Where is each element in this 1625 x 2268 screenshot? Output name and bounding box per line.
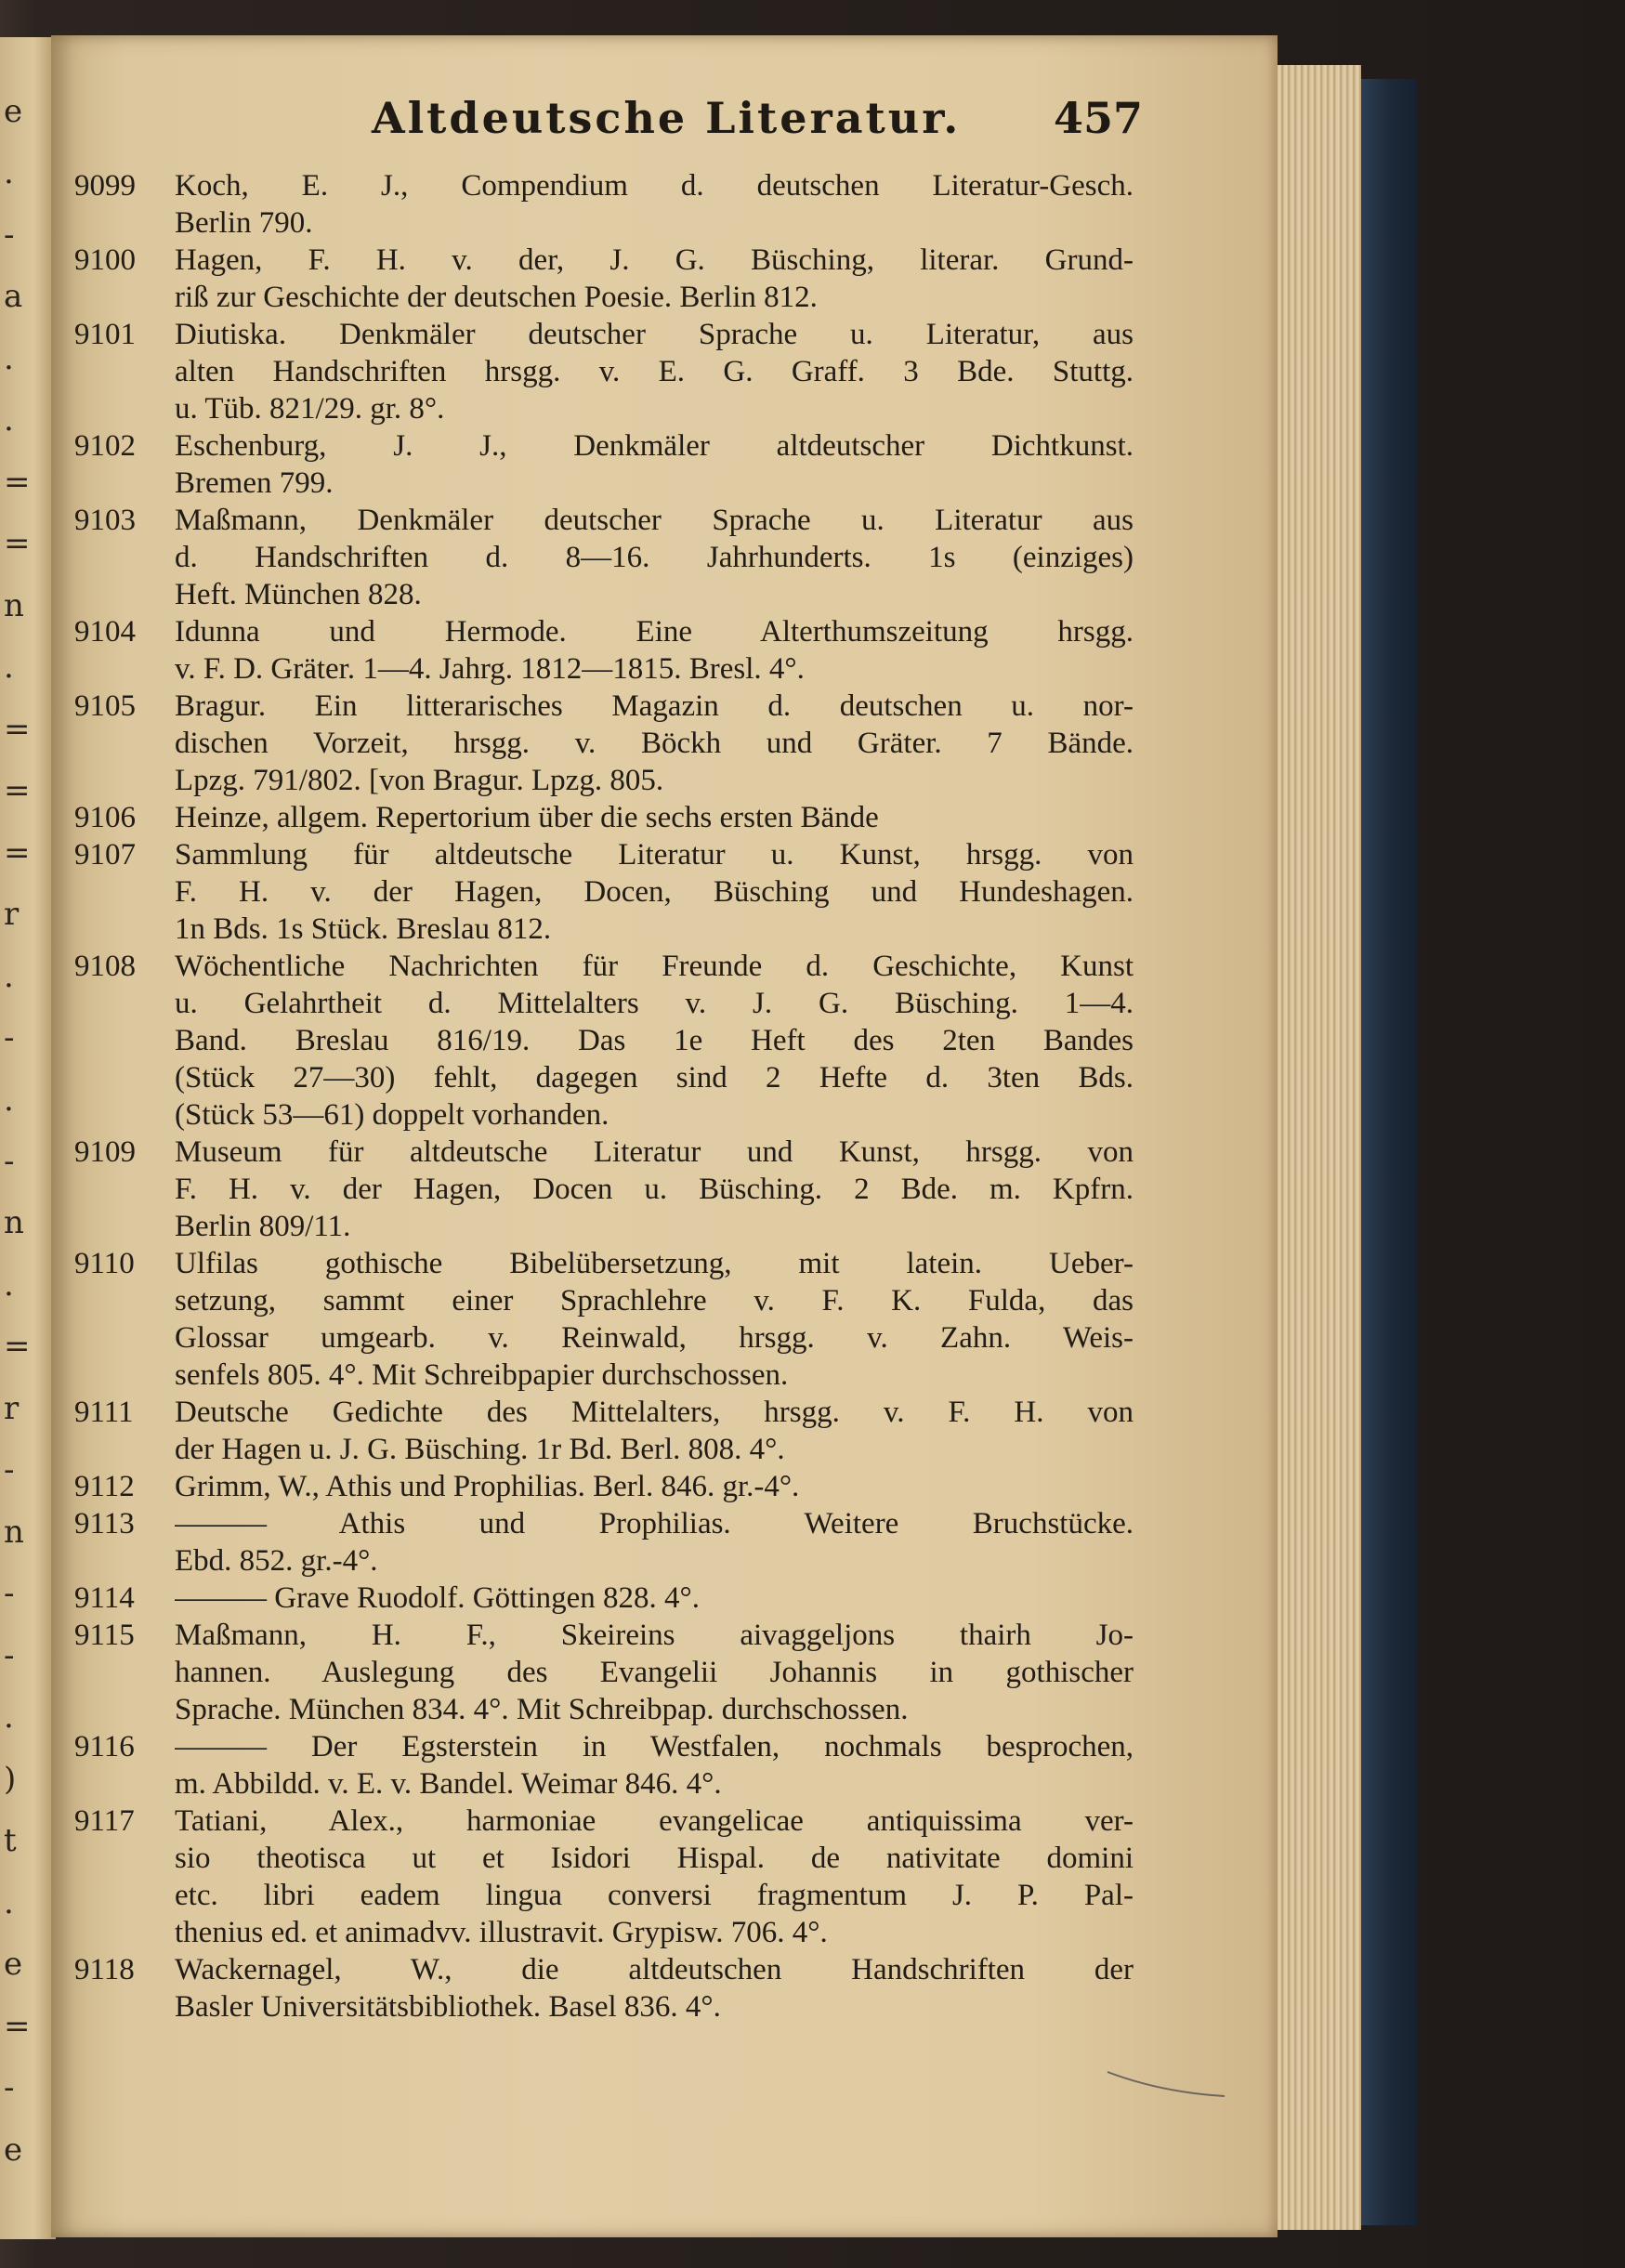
margin-char: .: [4, 154, 14, 192]
margin-char: e: [4, 93, 23, 130]
margin-char: =: [4, 525, 31, 563]
book-cover: [1361, 79, 1417, 2225]
entry-line: Basler Universitätsbibliothek. Basel 836. 4°.: [175, 1990, 721, 2024]
entry-line: etc. libri eadem lingua conversi fragmentum J. P. Pal-: [175, 1879, 1134, 1912]
catalog-entry: [74, 1617, 1134, 1728]
entry-line: Sprache. München 834. 4°. Mit Schreibpap. durchschossen.: [175, 1693, 909, 1726]
entry-number: 9114: [74, 1581, 135, 1615]
catalog-entry: [74, 836, 1134, 948]
running-title: Altdeutsche Literatur.: [372, 93, 962, 143]
entry-line: F. H. v. der Hagen, Docen u. Büsching. 2 Bde. m. Kpfrn.: [175, 1173, 1134, 1206]
margin-char: -: [4, 2069, 15, 2107]
entry-line: Idunna und Hermode. Eine Alterthumszeitung hrsgg.: [175, 615, 1134, 649]
entry-line: Deutsche Gedichte des Mittelalters, hrsgg. v. F. H. von: [175, 1396, 1134, 1429]
entry-number: 9103: [74, 504, 136, 537]
catalog-entry: [74, 167, 1134, 242]
margin-char: =: [4, 772, 31, 810]
entry-line: Koch, E. J., Compendium d. deutschen Literatur-Gesch.: [175, 169, 1134, 203]
entry-number: 9112: [74, 1470, 135, 1503]
entry-line: F. H. v. der Hagen, Docen, Büsching und Hundeshagen.: [175, 875, 1134, 909]
catalog-entry: [74, 1245, 1134, 1394]
margin-char: e: [4, 1946, 23, 1984]
margin-char: n: [4, 1513, 24, 1551]
entry-line: Sammlung für altdeutsche Literatur u. Kunst, hrsgg. von: [175, 838, 1134, 872]
margin-char: .: [4, 1081, 14, 1119]
entry-line: u. Tüb. 821/29. gr. 8°.: [175, 392, 445, 426]
entry-line: Hagen, F. H. v. der, J. G. Büsching, literar. Grund-: [175, 243, 1134, 277]
page-edges: [1278, 65, 1361, 2230]
entry-line: Berlin 809/11.: [175, 1210, 351, 1243]
margin-char: -: [4, 1575, 15, 1613]
entry-number: 9100: [74, 243, 136, 277]
entry-line: Diutiska. Denkmäler deutscher Sprache u. Literatur, aus: [175, 318, 1134, 351]
catalog-entry: [74, 1951, 1134, 2025]
catalog-entry: [74, 1468, 1134, 1505]
entry-line: v. F. D. Gräter. 1—4. Jahrg. 1812—1815. Bresl. 4°.: [175, 652, 805, 686]
margin-char: n: [4, 586, 24, 624]
entry-number: 9102: [74, 429, 136, 463]
entry-number: 9099: [74, 169, 136, 203]
margin-char: -: [4, 1143, 15, 1180]
entry-line: m. Abbildd. v. E. v. Bandel. Weimar 846. 4°.: [175, 1767, 722, 1801]
catalog-entry: [74, 799, 1134, 836]
page-header: [51, 93, 1143, 167]
margin-char: =: [4, 2007, 31, 2045]
entry-number: 9115: [74, 1619, 135, 1652]
entry-line: ——— Grave Ruodolf. Göttingen 828. 4°.: [175, 1581, 700, 1615]
entry-number: 9113: [74, 1507, 135, 1540]
catalog-entry: [74, 1505, 1134, 1580]
margin-char: =: [4, 463, 31, 501]
margin-char: .: [4, 401, 14, 439]
entry-line: Berlin 790.: [175, 206, 313, 240]
entry-number: 9105: [74, 689, 136, 723]
entry-line: Bragur. Ein litterarisches Magazin d. deutschen u. nor-: [175, 689, 1134, 723]
pencil-mark: [1106, 2065, 1226, 2102]
catalog-entry: [74, 688, 1134, 799]
entry-line: der Hagen u. J. G. Büsching. 1r Bd. Berl. 808. 4°.: [175, 1433, 785, 1466]
entry-line: riß zur Geschichte der deutschen Poesie. Berlin 812.: [175, 281, 818, 314]
catalog-entry: [74, 242, 1134, 316]
catalog-entry: [74, 502, 1134, 613]
margin-char: .: [4, 1265, 14, 1304]
entry-line: Maßmann, H. F., Skeireins aivaggeljons thairh Jo-: [175, 1619, 1134, 1652]
margin-char: =: [4, 833, 31, 872]
margin-char: n: [4, 1204, 24, 1242]
catalog-entry: [74, 1580, 1134, 1617]
entry-number: 9117: [74, 1804, 135, 1838]
entry-line: Wöchentliche Nachrichten für Freunde d. Geschichte, Kunst: [175, 950, 1134, 983]
margin-char: =: [4, 1328, 31, 1366]
page-number: 457: [1053, 93, 1143, 143]
entry-number: 9106: [74, 801, 136, 834]
entry-line: Maßmann, Denkmäler deutscher Sprache u. Literatur aus: [175, 504, 1134, 537]
margin-char: -: [4, 1019, 15, 1057]
entry-line: sio theotisca ut et Isidori Hispal. de nativitate domini: [175, 1842, 1134, 1875]
entry-line: Heft. München 828.: [175, 578, 422, 611]
entry-line: Heinze, allgem. Repertorium über die sechs ersten Bände: [175, 801, 879, 834]
entry-line: 1n Bds. 1s Stück. Breslau 812.: [175, 912, 552, 946]
entry-line: hannen. Auslegung des Evangelii Johannis in gothischer: [175, 1656, 1134, 1689]
entry-line: Lpzg. 791/802. [von Bragur. Lpzg. 805.: [175, 764, 664, 797]
margin-char: -: [4, 1636, 15, 1674]
entry-line: alten Handschriften hrsgg. v. E. G. Graff. 3 Bde. Stuttg.: [175, 355, 1134, 388]
margin-char: .: [4, 649, 14, 687]
margin-char: =: [4, 710, 31, 748]
margin-char: .: [4, 339, 14, 377]
catalog-entry: [74, 316, 1134, 427]
entry-line: Glossar umgearb. v. Reinwald, hrsgg. v. Zahn. Weis-: [175, 1321, 1134, 1355]
catalog-entry: [74, 948, 1134, 1134]
entry-number: 9118: [74, 1953, 135, 1986]
entry-line: d. Handschriften d. 8—16. Jahrhunderts. 1s (einziges): [175, 541, 1134, 574]
catalog-entry: [74, 1728, 1134, 1803]
entry-number: 9109: [74, 1135, 136, 1169]
entry-line: Eschenburg, J. J., Denkmäler altdeutscher Dichtkunst.: [175, 429, 1134, 463]
catalog-entry: [74, 1394, 1134, 1468]
margin-char: -: [4, 216, 15, 254]
margin-char: t: [4, 1822, 17, 1860]
entry-line: Museum für altdeutsche Literatur und Kunst, hrsgg. von: [175, 1135, 1134, 1169]
entry-number: 9107: [74, 838, 136, 872]
previous-page-edge: [0, 37, 56, 2239]
entry-line: Wackernagel, W., die altdeutschen Handschriften der: [175, 1953, 1134, 1986]
entry-line: (Stück 27—30) fehlt, dagegen sind 2 Hefte d. 3ten Bds.: [175, 1061, 1134, 1095]
entry-number: 9111: [74, 1396, 134, 1429]
entry-number: 9101: [74, 318, 136, 351]
margin-char: r: [4, 896, 20, 934]
entry-line: ——— Der Egsterstein in Westfalen, nochmals besprochen,: [175, 1730, 1134, 1763]
margin-char: .: [4, 1698, 14, 1737]
entry-line: Band. Breslau 816/19. Das 1e Heft des 2ten Bandes: [175, 1024, 1134, 1057]
catalog-entry: [74, 1803, 1134, 1951]
margin-char: e: [4, 2130, 23, 2169]
entry-line: Tatiani, Alex., harmoniae evangelicae antiquissima ver-: [175, 1804, 1134, 1838]
entry-line: Ulfilas gothische Bibelübersetzung, mit latein. Ueber-: [175, 1247, 1134, 1280]
entry-number: 9110: [74, 1247, 135, 1280]
margin-char: .: [4, 957, 14, 995]
catalog-entry: [74, 1134, 1134, 1245]
entry-number: 9108: [74, 950, 136, 983]
entry-line: Grimm, W., Athis und Prophilias. Berl. 846. gr.-4°.: [175, 1470, 800, 1503]
margin-char: a: [4, 278, 23, 316]
entry-line: senfels 805. 4°. Mit Schreibpapier durchschossen.: [175, 1358, 789, 1392]
entry-line: Bremen 799.: [175, 466, 334, 500]
catalog-entry: [74, 613, 1134, 688]
entry-line: ——— Athis und Prophilias. Weitere Bruchstücke.: [175, 1507, 1134, 1540]
margin-char: -: [4, 1451, 15, 1489]
entry-line: Ebd. 852. gr.-4°.: [175, 1544, 378, 1578]
margin-char: .: [4, 1883, 14, 1921]
entry-line: (Stück 53—61) doppelt vorhanden.: [175, 1098, 609, 1132]
entry-line: thenius ed. et animadvv. illustravit. Grypisw. 706. 4°.: [175, 1916, 828, 1949]
margin-char: ): [4, 1760, 17, 1798]
entry-number: 9104: [74, 615, 136, 649]
entry-line: dischen Vorzeit, hrsgg. v. Böckh und Gräter. 7 Bände.: [175, 727, 1134, 760]
entry-line: u. Gelahrtheit d. Mittelalters v. J. G. Büsching. 1—4.: [175, 987, 1134, 1020]
entry-number: 9116: [74, 1730, 135, 1763]
margin-char: r: [4, 1389, 20, 1427]
entry-line: setzung, sammt einer Sprachlehre v. F. K. Fulda, das: [175, 1284, 1134, 1318]
catalog-entry: [74, 427, 1134, 502]
catalog-entries: [74, 167, 1134, 2025]
